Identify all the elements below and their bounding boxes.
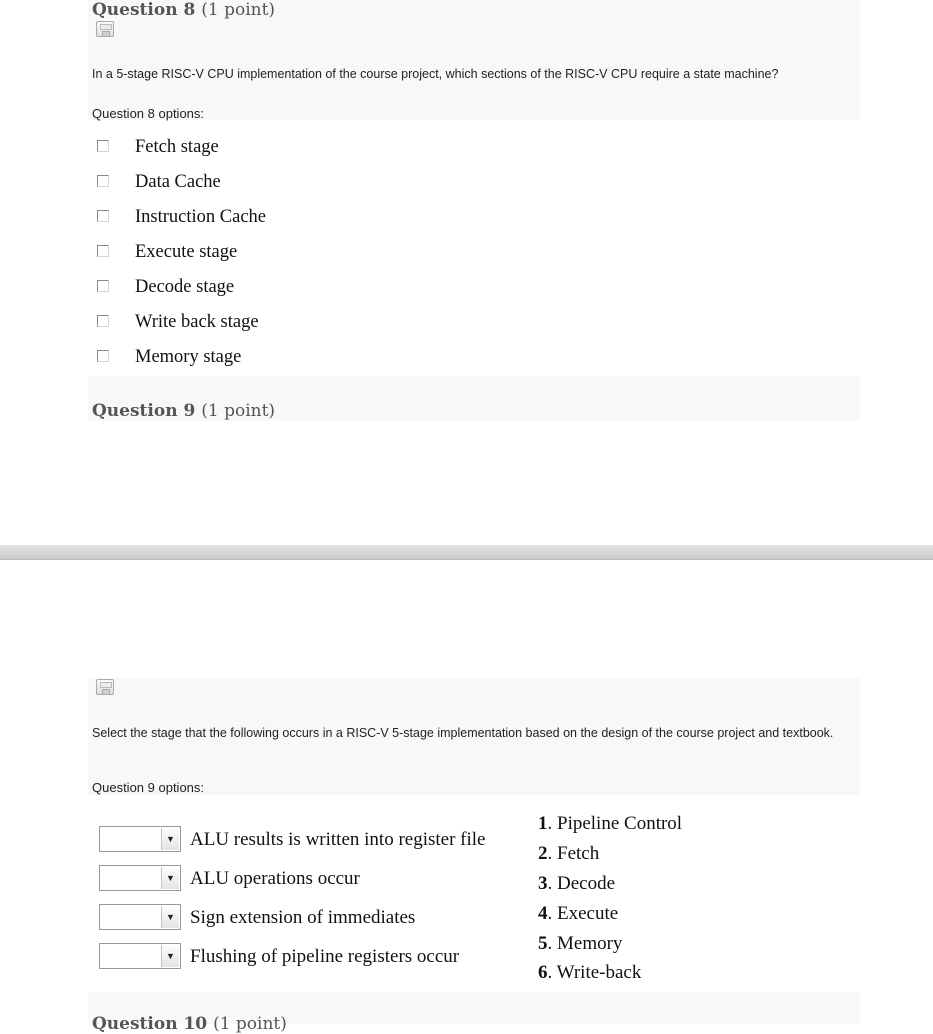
question-10-title-text: Question 10 [92,1014,208,1034]
question-8-title [92,0,275,20]
option-checkbox[interactable] [97,315,109,327]
question-8-title-text: Question 8 [92,0,196,20]
save-icon[interactable] [96,679,114,695]
match-item-label: Sign extension of immediates [190,907,416,928]
option-checkbox[interactable] [97,140,109,152]
choice-item: 2. Fetch [538,843,600,864]
option-label: Data Cache [135,172,221,192]
save-icon[interactable] [96,21,114,37]
question-9-title-text: Question 9 [92,401,196,421]
match-select[interactable] [99,943,181,969]
question-10-points: (1 point) [213,1014,287,1034]
question-10-title [92,1014,287,1034]
choice-item: 3. Decode [538,873,616,894]
match-select[interactable] [99,826,181,852]
option-label: Execute stage [135,242,238,262]
choice-number: 6 [538,962,548,983]
chevron-down-icon[interactable]: ▼ [161,906,179,928]
choice-item: 1. Pipeline Control [538,813,683,834]
choice-number: 4 [538,903,548,924]
choice-number: 3 [538,873,548,894]
question-8-options-label: Question 8 options: [92,106,205,121]
option-label: Write back stage [135,312,259,332]
chevron-down-icon[interactable]: ▼ [161,828,179,850]
choice-item: 4. Execute [538,903,619,924]
choice-number: 2 [538,843,548,864]
choice-label: Decode [557,873,616,894]
choice-label: Fetch [557,843,600,864]
option-checkbox[interactable] [97,280,109,292]
page-break-divider [0,545,933,560]
match-select[interactable] [99,904,181,930]
chevron-down-icon[interactable]: ▼ [161,867,179,889]
option-checkbox[interactable] [97,245,109,257]
choice-item: 5. Memory [538,933,623,954]
option-checkbox[interactable] [97,175,109,187]
question-8-points: (1 point) [201,0,276,20]
match-item-label: ALU operations occur [190,868,360,889]
option-label: Fetch stage [135,137,219,157]
question-9-options-label: Question 9 options: [92,780,205,795]
option-label: Memory stage [135,347,242,367]
choice-item: 6. Write-back [538,962,642,983]
option-checkbox[interactable] [97,210,109,222]
match-select[interactable] [99,865,181,891]
chevron-down-icon[interactable]: ▼ [161,945,179,967]
question-8-text: In a 5-stage RISC-V CPU implementation of the course project, which sections of the RISC-V CPU require a state machine? [92,67,779,81]
option-label: Instruction Cache [135,207,266,227]
question-9-title [92,401,275,421]
option-label: Decode stage [135,277,235,297]
choice-label: Pipeline Control [557,813,683,834]
choice-number: 5 [538,933,548,954]
choice-label: Write-back [556,962,642,983]
option-checkbox[interactable] [97,350,109,362]
choice-number: 1 [538,813,548,834]
match-item-label: ALU results is written into register file [190,829,486,850]
match-item-label: Flushing of pipeline registers occur [190,946,460,967]
choice-label: Execute [557,903,619,924]
question-9-text: Select the stage that the following occurs in a RISC-V 5-stage implementation based on the design of the course project and textbook. [92,726,834,740]
choice-label: Memory [557,933,623,954]
question-9-points: (1 point) [201,401,276,421]
